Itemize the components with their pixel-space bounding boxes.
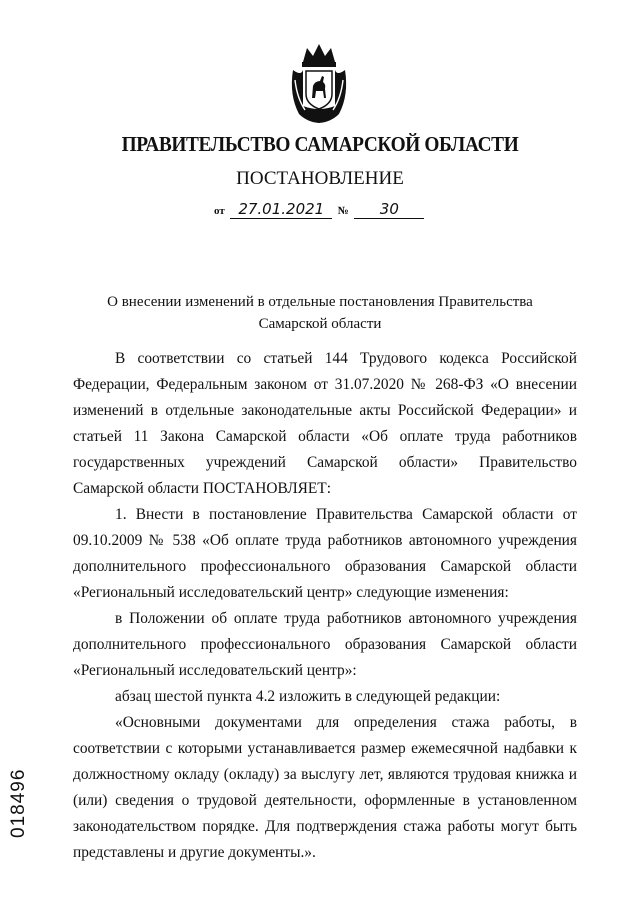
document-date: 27.01.2021 — [230, 200, 332, 219]
subject-line: О внесении изменений в отдельные постановления Правительства — [107, 294, 533, 310]
government-title: ПРАВИТЕЛЬСТВО САМАРСКОЙ ОБЛАСТИ — [121, 132, 519, 156]
date-prefix: от — [214, 205, 225, 217]
number-prefix: № — [337, 205, 349, 217]
document-subject — [80, 291, 560, 335]
body-paragraph: абзац шестой пункта 4.2 изложить в следующей редакции: — [115, 688, 501, 705]
document-type: ПОСТАНОВЛЕНИЕ — [236, 168, 404, 189]
body-paragraph: «Основными документами для определения стажа работы, в соответствии с которыми устанавливается размер ежемесячной надбавки к должностному окладу (окладу) за выслугу лет, являются трудовая книжка и (или) сведения о трудовой деятельности, оформленные в установленном законодательством порядке. Для подтверждения стажа работы могут быть представлены и другие документы.». — [73, 714, 577, 861]
body-paragraph: В соответствии со статьей 144 Трудового кодекса Российской Федерации, Федеральным законом от 31.07.2020 № 268-ФЗ «О внесении изменений в отдельные законодательные акты Российской Федерации» и статьей 11 Закона Самарской области «Об оплате труда работников государственных учреждений Самарской области» Правительство Самарской области ПОСТАНОВЛЯЕТ: — [73, 350, 577, 497]
subject-line: Самарской области — [258, 316, 382, 332]
document-body — [73, 346, 577, 866]
coat-of-arms-icon — [289, 40, 349, 124]
body-paragraph: 1. Внести в постановление Правительства Самарской области от 09.10.2009 № 538 «Об оплате труда работников автономного учреждения дополнительного профессионального образования Самарской области «Региональный исследовательский центр» следующие изменения: — [73, 506, 577, 601]
side-serial-number: 018496 — [8, 768, 29, 838]
date-number-line — [214, 200, 424, 222]
body-paragraph: в Положении об оплате труда работников автономного учреждения дополнительного профессионального образования Самарской области «Региональный исследовательский центр»: — [73, 610, 577, 679]
document-number: 30 — [354, 200, 424, 219]
